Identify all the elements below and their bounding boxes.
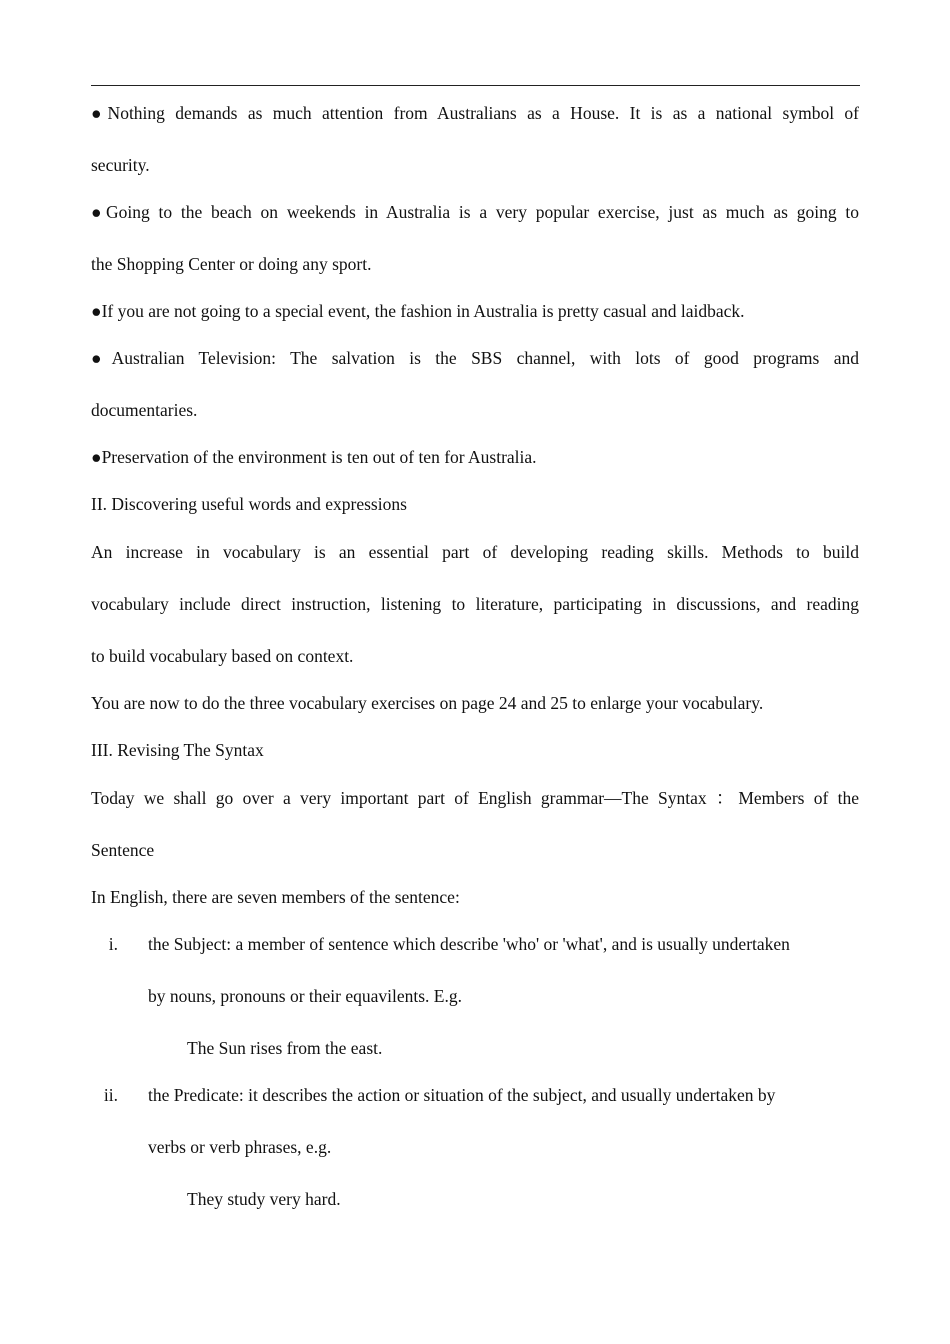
bullet-environment: ●Preservation of the environment is ten out of ten for Australia. <box>91 447 537 467</box>
subject-example: The Sun rises from the east. <box>187 1038 383 1058</box>
predicate-definition-line1: the Predicate: it describes the action or situation of the subject, and usually undertaken by <box>148 1085 776 1105</box>
section3-intro-line1: Today we shall go over a very important part of English grammar—The Syntax ：Members of the <box>91 788 859 808</box>
bullet-fashion: ●If you are not going to a special event, the fashion in Australia is pretty casual and laidback. <box>91 301 745 321</box>
section2-para-line3: to build vocabulary based on context. <box>91 646 354 666</box>
section3-intro-line2: Sentence <box>91 840 155 860</box>
bullet-television-line2: documentaries. <box>91 400 198 420</box>
list-number-i: i. <box>108 934 118 954</box>
bullet-beach-line2: the Shopping Center or doing any sport. <box>91 254 372 274</box>
predicate-example: They study very hard. <box>187 1189 341 1209</box>
bullet-beach-line1: ●Going to the beach on weekends in Australia is a very popular exercise, just as much as going to <box>91 202 859 222</box>
header-rule <box>91 85 860 86</box>
subject-definition-line2: by nouns, pronouns or their equavilents. E.g. <box>148 986 462 1006</box>
section2-para-line2: vocabulary include direct instruction, listening to literature, participating in discussions, and reading <box>91 594 859 614</box>
predicate-definition-line2: verbs or verb phrases, e.g. <box>148 1137 332 1157</box>
bullet-house-line1: ●Nothing demands as much attention from Australians as a House. It is as a national symbol of <box>91 103 859 123</box>
section2-heading: II. Discovering useful words and expressions <box>91 494 407 514</box>
section2-exercise: You are now to do the three vocabulary exercises on page 24 and 25 to enlarge your vocabulary. <box>91 693 764 713</box>
subject-definition-line1: the Subject: a member of sentence which describe 'who' or 'what', and is usually undertaken <box>148 934 790 954</box>
section3-members-intro: In English, there are seven members of the sentence: <box>91 887 460 907</box>
bullet-television-line1: ●Australian Television: The salvation is the SBS channel, with lots of good programs and <box>91 348 859 368</box>
section3-heading: III. Revising The Syntax <box>91 740 264 760</box>
section2-para-line1: An increase in vocabulary is an essential part of developing reading skills. Methods to build <box>91 542 859 562</box>
bullet-house-line2: security. <box>91 155 150 175</box>
list-number-ii: ii. <box>103 1085 118 1105</box>
